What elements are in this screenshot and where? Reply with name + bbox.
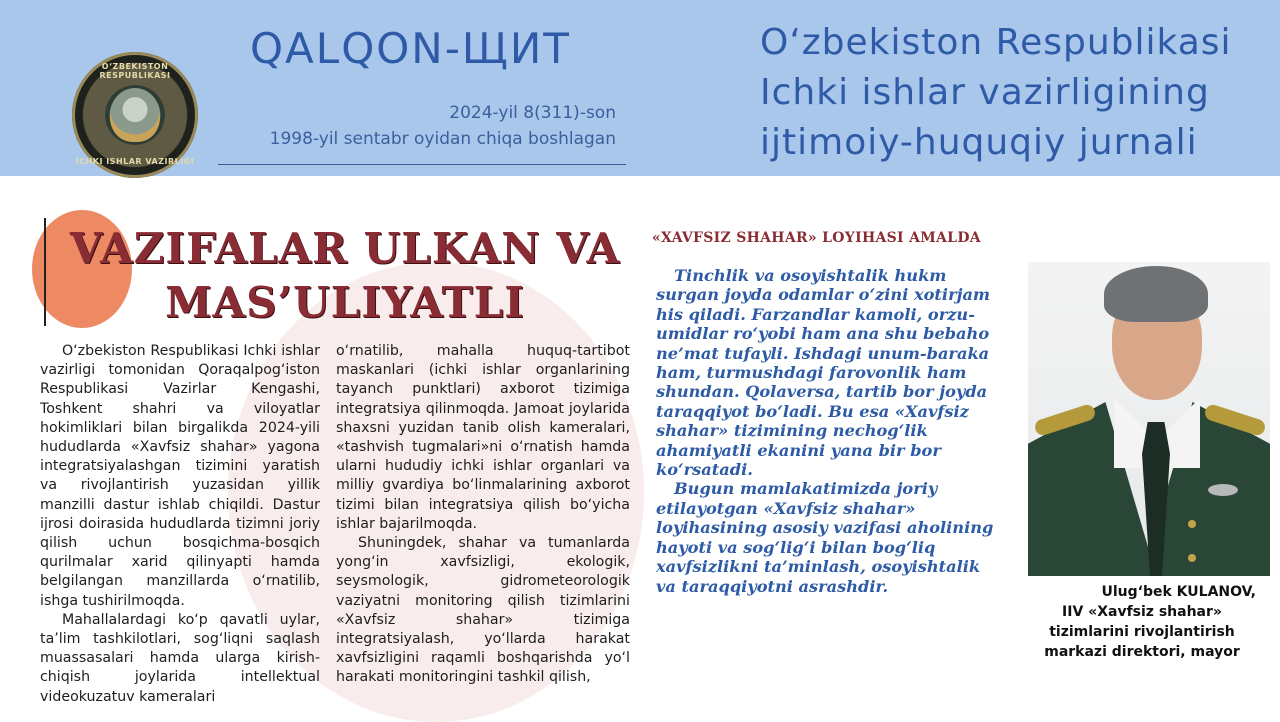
uniform-badge-icon bbox=[1208, 484, 1238, 496]
emblem-shield-icon bbox=[110, 88, 160, 142]
caption-line-2: IIV «Xavfsiz shahar» bbox=[1062, 604, 1222, 620]
magazine-title: QALQON-ЩИТ bbox=[250, 24, 571, 73]
article-headline bbox=[52, 222, 638, 330]
uniform-button bbox=[1188, 554, 1196, 562]
journal-line-3: ijtimoiy-huquqiy jurnali bbox=[760, 122, 1198, 163]
logo-bottom-text: ICHKI ISHLAR VAZIRLIGI bbox=[75, 157, 195, 166]
lead-paragraph-1: Tinchlik va osoyishtalik hukm surgan joyda odamlar o‘zini xotirjam his qiladi. Farzandlar kamoli, orzu-umidlar ro‘yobi ham ana shu bebaho ne’mat tufayli. Ishdagi unum-baraka ham, turmushdagi farovonlik ham shundan. Qolaversa, tartib bor joyda taraqqiyot bo‘ladi. Bu esa «Xavfsiz shahar» tizimining nechog‘lik ahamiyatli ekanini yana bir bor ko‘rsatadi. bbox=[656, 266, 991, 480]
since-line: 1998-yil sentabr oyidan chiqa boshlagan bbox=[269, 129, 616, 149]
headline-line-2: MAS’ULIYATLI bbox=[165, 278, 525, 327]
article-column-2 bbox=[336, 342, 630, 688]
article-lead bbox=[656, 266, 998, 596]
lead-paragraph-2: Bugun mamlakatimizda joriy etilayotgan «Xavfsiz shahar» loyihasining asosiy vazifasi aholining hayoti va sog‘lig‘i bilan bog‘liq xavfsizlikni ta’minlash, osoyishtalik va taraqqiyotni asrashdir. bbox=[656, 479, 994, 596]
article-column-1 bbox=[40, 342, 320, 707]
caption-line-3: tizimlarini rivojlantirish bbox=[1049, 624, 1235, 640]
column-2-paragraph-2: Shuningdek, shahar va tumanlarda yong‘in xavfsizligi, ekologik, seysmologik, gidrometeorologik vaziyatni monitoring qilish tizimlarini «Xavfsiz shahar» tizimiga integratsiyalash, yo‘llarda harakat xavfsizligini raqamli boshqarishda yo‘l harakati monitoringini tashkil qilish, bbox=[336, 535, 630, 686]
column-1-paragraph-1: O‘zbekiston Respublikasi Ichki ishlar vazirligi tomonidan Qoraqalpog‘iston Respublikasi Vazirlar Kengashi, Toshkent shahri va viloyatlar hokimliklari bilan birgalikda 2024-yili hududlarda «Xavfsiz shahar» yagona integratsiyalashgan tizimini yaratish va rivojlantirish yuzasidan yillik manzilli dastur ishlab chiqildi. Dastur ijrosi doirasida hududlarda tizimni joriy qilish uchun bosqichma-bosqich qurilmalar xarid qilinyapti hamda belgilangan manzillarda o‘rnatilib, ishga tushirilmoqda. bbox=[40, 343, 320, 609]
journal-description bbox=[760, 18, 1232, 168]
journal-line-2: Ichki ishlar vazirligining bbox=[760, 72, 1210, 113]
logo-top-text: O‘ZBEKISTON RESPUBLIKASI bbox=[99, 62, 171, 80]
article-kicker: «XAVFSIZ SHAHAR» LOYIHASI AMALDA bbox=[652, 230, 981, 246]
issue-number: 2024-yil 8(311)-son bbox=[449, 103, 616, 123]
header-divider bbox=[218, 164, 626, 165]
headline-line-1: VAZIFALAR ULKAN VA bbox=[69, 224, 621, 273]
column-1-paragraph-2: Mahallalardagi ko‘p qavatli uylar, ta’lim tashkilotlari, sog‘liqni saqlash muassasalari hamda ularga kirish-chiqish joylarida intellektual videokuzatuv kameralari bbox=[40, 611, 320, 705]
issue-info bbox=[270, 100, 616, 152]
uniform-button bbox=[1188, 520, 1196, 528]
journal-line-1: O‘zbekiston Respublikasi bbox=[760, 22, 1232, 63]
officer-portrait-photo bbox=[1028, 262, 1270, 576]
portrait-hair bbox=[1104, 266, 1208, 322]
photo-caption bbox=[1028, 582, 1256, 662]
masthead bbox=[0, 0, 1280, 176]
ministry-emblem-logo bbox=[72, 52, 198, 178]
column-2-paragraph-1: o‘rnatilib, mahalla huquq-tartibot maskanlari (ichki ishlar organlarining tayanch punktlari) axborot tizimiga integratsiya qilinmoqda. Jamoat joylarida shaxsni yuzidan tanib olish kameralari, «tashvish tugmalari»ni o‘rnatish hamda ularni hududiy ichki ishlar organlari va milliy gvardiya bo‘linmalarining axborot tizimi bilan integratsiya qilish bo‘yicha ishlar bajarilmoqda. bbox=[336, 343, 630, 532]
caption-name: Ulug‘bek KULANOV, bbox=[1101, 584, 1256, 600]
headline-accent-bar bbox=[44, 218, 46, 326]
caption-line-4: markazi direktori, mayor bbox=[1044, 644, 1240, 660]
